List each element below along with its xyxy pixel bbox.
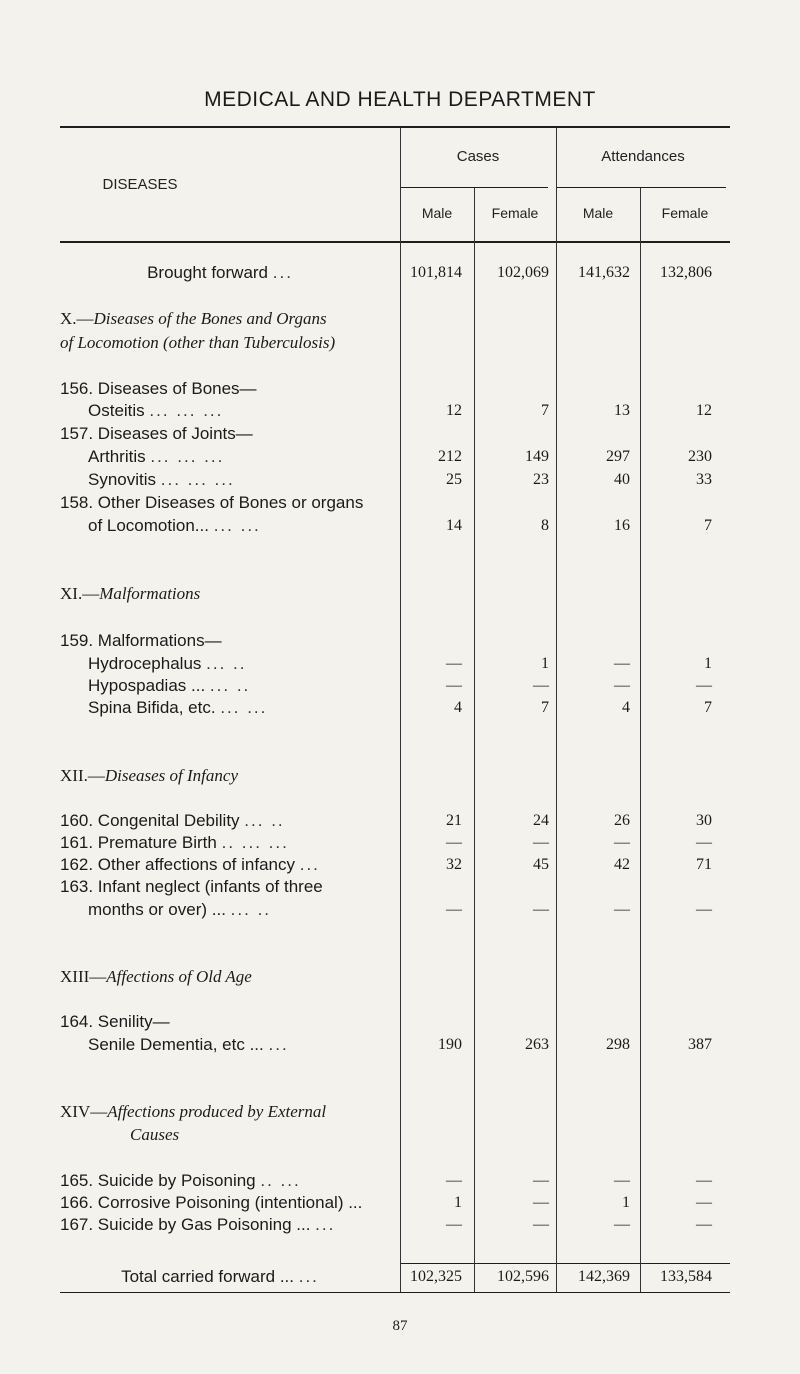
cases-female: — — [533, 901, 549, 918]
att-male: 1 — [622, 1194, 630, 1211]
cases-female: 7 — [541, 699, 549, 716]
section-heading-cont — [0, 332, 800, 354]
section-heading-cont — [0, 1124, 800, 1146]
cases-male: 25 — [446, 471, 462, 488]
cases-male: — — [446, 834, 462, 851]
cases-female: 7 — [541, 402, 549, 419]
section-title: Affections of Old Age — [106, 967, 252, 986]
cases-male: 21 — [446, 812, 462, 829]
att-male: — — [614, 901, 630, 918]
section-title: of Locomotion (other than Tuberculosis) — [60, 333, 336, 352]
header-cases-female: Female — [491, 205, 539, 221]
row-label: Senile Dementia, etc ... — [88, 1035, 264, 1054]
brought-forward-row — [0, 262, 800, 284]
cases-female: — — [533, 1216, 549, 1233]
att-male: 26 — [614, 812, 630, 829]
row-label: 159. Malformations— — [60, 631, 222, 650]
leader-dots: ... — [299, 855, 320, 874]
row-label: months or over) ... — [88, 900, 226, 919]
header-cases: Cases — [456, 148, 500, 165]
table-row — [0, 1192, 800, 1214]
cases-male: 212 — [438, 448, 462, 465]
row-label: Synovitis — [88, 470, 157, 489]
att-female: — — [696, 1216, 712, 1233]
att-male: — — [614, 834, 630, 851]
att-female: 133,584 — [660, 1268, 712, 1285]
cases-male: 101,814 — [410, 264, 462, 281]
cases-male: 32 — [446, 856, 462, 873]
cases-female: 8 — [541, 517, 549, 534]
page-title: MEDICAL AND HEALTH DEPARTMENT — [204, 88, 596, 111]
header-bottom-rule — [60, 241, 730, 243]
att-male: 142,369 — [578, 1268, 630, 1285]
cases-female: 23 — [533, 471, 549, 488]
cases-male: 14 — [446, 517, 462, 534]
att-male: 16 — [614, 517, 630, 534]
table-row — [0, 469, 800, 491]
row-label: Osteitis — [88, 401, 145, 420]
att-female: 12 — [696, 402, 712, 419]
leader-dots: ... ... — [213, 516, 261, 535]
leader-dots: ... .. — [244, 811, 285, 830]
row-label: 166. Corrosive Poisoning (intentional) ... — [60, 1193, 363, 1212]
leader-dots: ... ... ... — [149, 401, 224, 420]
cases-male: — — [446, 901, 462, 918]
att-female: — — [696, 1194, 712, 1211]
att-female: 7 — [704, 699, 712, 716]
att-female: — — [696, 834, 712, 851]
section-heading — [0, 583, 800, 605]
subgroup-row — [0, 423, 800, 445]
cases-female: 149 — [525, 448, 549, 465]
row-label: 163. Infant neglect (infants of three — [60, 877, 323, 896]
table-row — [0, 515, 800, 537]
att-female: 387 — [688, 1036, 712, 1053]
row-label: 161. Premature Birth — [60, 833, 217, 852]
section-number: XIV— — [60, 1102, 108, 1121]
cases-male: — — [446, 1172, 462, 1189]
att-female: 30 — [696, 812, 712, 829]
att-male: 13 — [614, 402, 630, 419]
table-row — [0, 1034, 800, 1056]
leader-dots: ... — [315, 1215, 336, 1234]
subgroup-row — [0, 876, 800, 898]
subgroup-row — [0, 1011, 800, 1033]
table-row — [0, 1170, 800, 1192]
row-label: 156. Diseases of Bones— — [60, 379, 257, 398]
leader-dots: ... — [298, 1267, 319, 1286]
table-row — [0, 675, 800, 697]
att-female: 1 — [704, 655, 712, 672]
cases-female: 102,069 — [497, 264, 549, 281]
row-label: 158. Other Diseases of Bones or organs — [60, 493, 364, 512]
att-female: 132,806 — [660, 264, 712, 281]
leader-dots: ... ... ... — [150, 447, 225, 466]
att-female: — — [696, 901, 712, 918]
att-female: — — [696, 1172, 712, 1189]
section-title: Causes — [130, 1125, 180, 1144]
row-label: 157. Diseases of Joints— — [60, 424, 253, 443]
leader-dots: ... — [268, 1035, 289, 1054]
row-label: of Locomotion... — [88, 516, 209, 535]
cases-female: 263 — [525, 1036, 549, 1053]
att-male: 297 — [606, 448, 630, 465]
cases-female: — — [533, 1194, 549, 1211]
attendances-subrule — [556, 187, 726, 188]
row-label: 162. Other affections of infancy — [60, 855, 295, 874]
subgroup-row — [0, 378, 800, 400]
att-male: — — [614, 1216, 630, 1233]
section-number: X.— — [60, 309, 94, 328]
row-label: 165. Suicide by Poisoning — [60, 1171, 256, 1190]
header-diseases: DISEASES — [102, 176, 178, 193]
section-title: Affections produced by External — [107, 1102, 327, 1121]
table-row — [0, 810, 800, 832]
total-top-rule — [400, 1263, 730, 1264]
cases-male: — — [446, 677, 462, 694]
section-heading — [0, 1101, 800, 1123]
att-male: — — [614, 1172, 630, 1189]
section-number: XII.— — [60, 766, 105, 785]
section-heading — [0, 308, 800, 330]
cases-female: — — [533, 1172, 549, 1189]
table-row — [0, 653, 800, 675]
leader-dots: .. ... ... — [221, 833, 289, 852]
leader-dots: ... ... ... — [160, 470, 235, 489]
row-label: Hypospadias ... — [88, 676, 206, 695]
header-att-female: Female — [661, 205, 709, 221]
section-number: XIII— — [60, 967, 107, 986]
header-att-male: Male — [582, 205, 614, 221]
att-male: 298 — [606, 1036, 630, 1053]
subgroup-row — [0, 492, 800, 514]
top-rule — [60, 126, 730, 128]
leader-dots: ... — [272, 263, 293, 282]
leader-dots: ... .. — [206, 654, 247, 673]
cases-male: 102,325 — [410, 1268, 462, 1285]
cases-male: 190 — [438, 1036, 462, 1053]
att-female: — — [696, 677, 712, 694]
section-heading — [0, 765, 800, 787]
row-label: 164. Senility— — [60, 1012, 170, 1031]
cases-female: 45 — [533, 856, 549, 873]
row-label: Brought forward — [147, 263, 269, 282]
att-male: — — [614, 655, 630, 672]
page-number: 87 — [392, 1318, 408, 1334]
table-row — [0, 1214, 800, 1236]
table-row — [0, 832, 800, 854]
header-attendances: Attendances — [601, 148, 685, 165]
cases-female: — — [533, 677, 549, 694]
leader-dots: .. ... — [260, 1171, 301, 1190]
att-male: 4 — [622, 699, 630, 716]
cases-male: — — [446, 1216, 462, 1233]
leader-dots: ... .. — [230, 900, 272, 919]
cases-female: 1 — [541, 655, 549, 672]
section-title: Malformations — [99, 584, 201, 603]
section-number: XI.— — [60, 584, 100, 603]
table-row — [0, 400, 800, 422]
att-male: 141,632 — [578, 264, 630, 281]
subgroup-row — [0, 630, 800, 652]
section-title: Diseases of the Bones and Organs — [93, 309, 327, 328]
cases-male: 4 — [454, 699, 462, 716]
leader-dots: ... ... — [220, 698, 268, 717]
table-row — [0, 854, 800, 876]
section-heading — [0, 966, 800, 988]
cases-female: 24 — [533, 812, 549, 829]
cases-male: 1 — [454, 1194, 462, 1211]
att-female: 33 — [696, 471, 712, 488]
row-label: Hydrocephalus — [88, 654, 202, 673]
cases-female: 102,596 — [497, 1268, 549, 1285]
row-label: Arthritis — [88, 447, 146, 466]
att-female: 7 — [704, 517, 712, 534]
cases-male: — — [446, 655, 462, 672]
header-cases-male: Male — [421, 205, 453, 221]
bottom-rule — [60, 1292, 730, 1293]
table-row — [0, 446, 800, 468]
section-title: Diseases of Infancy — [104, 766, 238, 785]
cases-male: 12 — [446, 402, 462, 419]
att-female: 230 — [688, 448, 712, 465]
leader-dots: ... .. — [209, 676, 251, 695]
att-male: 40 — [614, 471, 630, 488]
table-row — [0, 899, 800, 921]
att-male: 42 — [614, 856, 630, 873]
total-row — [0, 1266, 800, 1288]
row-label: 167. Suicide by Gas Poisoning ... — [60, 1215, 311, 1234]
att-male: — — [614, 677, 630, 694]
cases-female: — — [533, 834, 549, 851]
table-row — [0, 697, 800, 719]
row-label: Total carried forward ... — [121, 1267, 294, 1286]
row-label: 160. Congenital Debility — [60, 811, 240, 830]
row-label: Spina Bifida, etc. — [88, 698, 216, 717]
att-female: 71 — [696, 856, 712, 873]
